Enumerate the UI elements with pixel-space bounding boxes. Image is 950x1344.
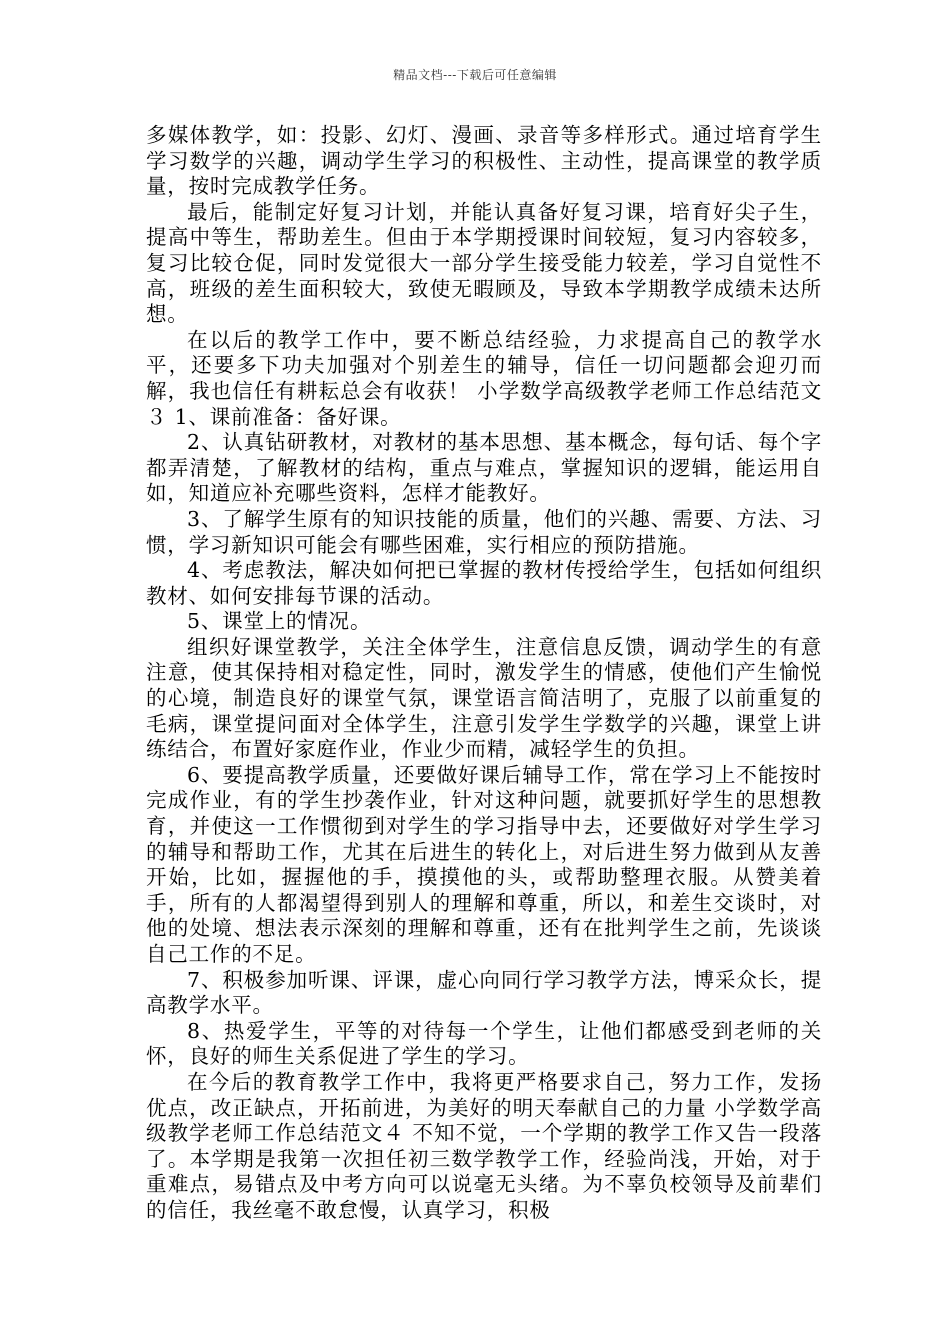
paragraph: 5、课堂上的情况。 bbox=[187, 609, 372, 634]
paragraph: 在今后的教育教学工作中，我将更严格要求自己，努力工作，发扬优点，改正缺点，开拓前进，为美好的明天奉献自己的力量 小学数学高级教学老师工作总结范文４ 不知不觉，一个学期的教学工作又告一段落了。本学期是我第一次担任初三数学教学工作，经验尚浅，开始，对于重难点，易错点及中考方向可以说毫无头绪。为不辜负校领导及前辈们的信任，我丝毫不敢怠慢，认真学习，积极 bbox=[146, 1069, 822, 1222]
paragraph: 2、认真钻研教材，对教材的基本思想、基本概念，每句话、每个字都弄清楚，了解教材的结构，重点与难点，掌握知识的逻辑，能运用自如，知道应补充哪些资料，怎样才能教好。 bbox=[146, 430, 822, 506]
paragraph: 3、了解学生原有的知识技能的质量，他们的兴趣、需要、方法、习惯，学习新知识可能会有哪些困难，实行相应的预防措施。 bbox=[146, 506, 822, 557]
paragraph: 多媒体教学，如：投影、幻灯、漫画、录音等多样形式。通过培育学生学习数学的兴趣，调动学生学习的积极性、主动性，提高课堂的教学质量，按时完成教学任务。 bbox=[146, 123, 822, 199]
paragraph: 4、考虑教法，解决如何把已掌握的教材传授给学生，包括如何组织教材、如何安排每节课的活动。 bbox=[146, 558, 822, 608]
paragraph: 在以后的教学工作中，要不断总结经验，力求提高自己的教学水平，还要多下功夫加强对个别差生的辅导，信任一切问题都会迎刃而解，我也信任有耕耘总会有收获！ 小学数学高级教学老师工作总结范文３ 1、课前准备：备好课。 bbox=[146, 327, 822, 429]
document-body bbox=[146, 123, 822, 1224]
paragraph: 最后，能制定好复习计划，并能认真备好复习课，培育好尖子生，提高中等生，帮助差生。但由于本学期授课时间较短，复习内容较多，复习比较仓促，同时发觉很大一部分学生接受能力较差，学习自觉性不高，班级的差生面积较大，致使无暇顾及，导致本学期教学成绩未达所想。 bbox=[146, 199, 822, 327]
paragraph: 组织好课堂教学，关注全体学生，注意信息反馈，调动学生的有意注意，使其保持相对稳定性，同时，激发学生的情感，使他们产生愉悦的心境，制造良好的课堂气氛，课堂语言简洁明了，克服了以前重复的毛病，课堂提问面对全体学生，注意引发学生学数学的兴趣，课堂上讲练结合，布置好家庭作业，作业少而精，减轻学生的负担。 bbox=[146, 634, 822, 762]
paragraph: 7、积极参加听课、评课，虚心向同行学习教学方法，博采众长，提高教学水平。 bbox=[146, 967, 822, 1018]
paragraph: 6、要提高教学质量，还要做好课后辅导工作，常在学习上不能按时完成作业，有的学生抄袭作业，针对这种问题，就要抓好学生的思想教育，并使这一工作惯彻到对学生的学习指导中去，还要做好对学生学习的辅导和帮助工作，尤其在后进生的转化上，对后进生努力做到从友善开始，比如，握握他的手，摸摸他的头，或帮助整理衣服。从赞美着手，所有的人都渴望得到别人的理解和尊重，所以，和差生交谈时，对他的处境、想法表示深刻的理解和尊重，还有在批判学生之前，先谈谈自己工作的不足。 bbox=[146, 762, 822, 966]
page-header: 精品文档---下载后可任意编辑 bbox=[393, 68, 557, 82]
paragraph: 8、热爱学生，平等的对待每一个学生，让他们都感受到老师的关怀，良好的师生关系促进了学生的学习。 bbox=[146, 1018, 822, 1069]
